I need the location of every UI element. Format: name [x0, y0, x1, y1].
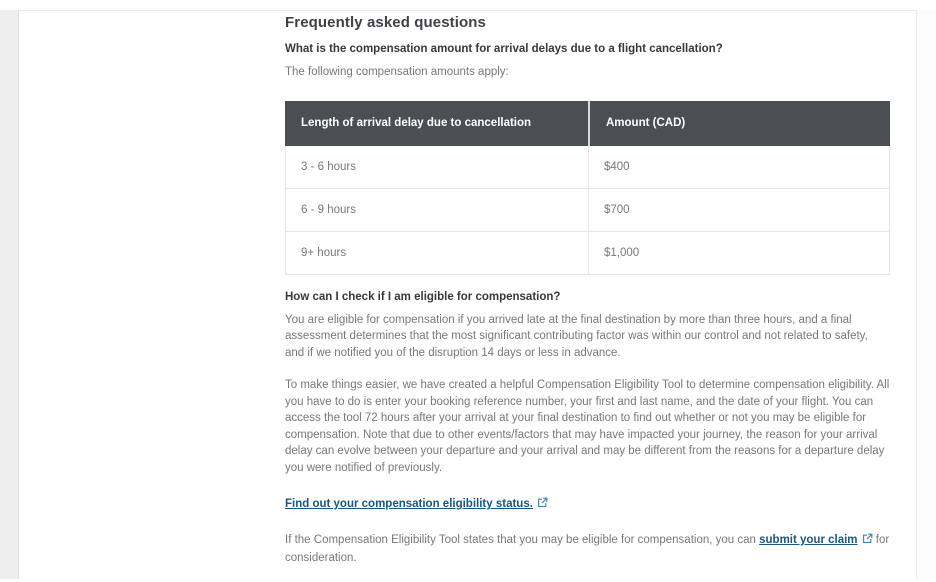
scrollbar-track[interactable]: [916, 10, 936, 579]
eligibility-tool-paragraph: To make things easier, we have created a helpful Compensation Eligibility Tool to determine compensation eligibility. All you have to do is enter your booking reference number, your first and last name, and the date of your flight. You can access the tool 72 hours after your arrival at your final destination to find out whether or not you may be eligible for compensation. Note that due to other events/factors that may have impacted your journey, the reason for your arrival delay can evolve between your departure and your arrival and may be different from the reasons for a departure delay you were notified of previously.: [285, 379, 890, 474]
claim-paragraph-post: for consideration.: [285, 534, 890, 564]
intro-text: The following compensation amounts apply:: [285, 66, 509, 78]
compensation-table: [285, 101, 890, 275]
eligibility-criteria-paragraph: You are eligible for compensation if you arrived late at the final destination by more than three hours, and a final assessment determines that the most significant contributing factor was within our control and not related to safety, and if we notified you of the disruption 14 days or less in advance.: [285, 313, 868, 359]
table-cell-delay: 3 - 6 hours: [301, 160, 356, 173]
table-cell-amount: $1,000: [588, 232, 889, 274]
question-compensation-amount: What is the compensation amount for arrival delays due to a flight cancellation?: [285, 43, 723, 55]
table-header-delay: Length of arrival delay due to cancellation: [301, 117, 532, 129]
table-row: [286, 146, 889, 189]
external-link-icon[interactable]: [537, 497, 548, 511]
table-header-row: [285, 101, 890, 146]
submit-claim-link[interactable]: [759, 534, 872, 546]
external-link-icon[interactable]: [862, 533, 873, 550]
left-gutter: [0, 10, 19, 579]
page-title: Frequently asked questions: [285, 14, 486, 31]
question-eligibility-check: How can I check if I am eligible for compensation?: [285, 290, 561, 303]
table-cell-amount: $700: [588, 189, 889, 231]
table-row: [286, 189, 889, 232]
table-row: [286, 232, 889, 274]
submit-claim-link-label: submit your claim: [759, 534, 858, 546]
top-divider: [18, 10, 936, 11]
faq-section: [285, 14, 890, 582]
table-cell-amount: $400: [588, 146, 889, 188]
claim-paragraph: [285, 532, 890, 566]
table-cell-delay: 9+ hours: [301, 246, 347, 259]
table-body: [285, 146, 890, 275]
eligibility-status-link[interactable]: [285, 498, 548, 510]
table-cell-delay: 6 - 9 hours: [301, 203, 356, 216]
eligibility-status-link-label: Find out your compensation eligibility status.: [285, 498, 533, 510]
eligibility-status-link-line: [285, 494, 890, 512]
claim-paragraph-pre: If the Compensation Eligibility Tool states that you may be eligible for compensation, you can: [285, 534, 756, 546]
table-header-amount: Amount (CAD): [588, 101, 890, 146]
